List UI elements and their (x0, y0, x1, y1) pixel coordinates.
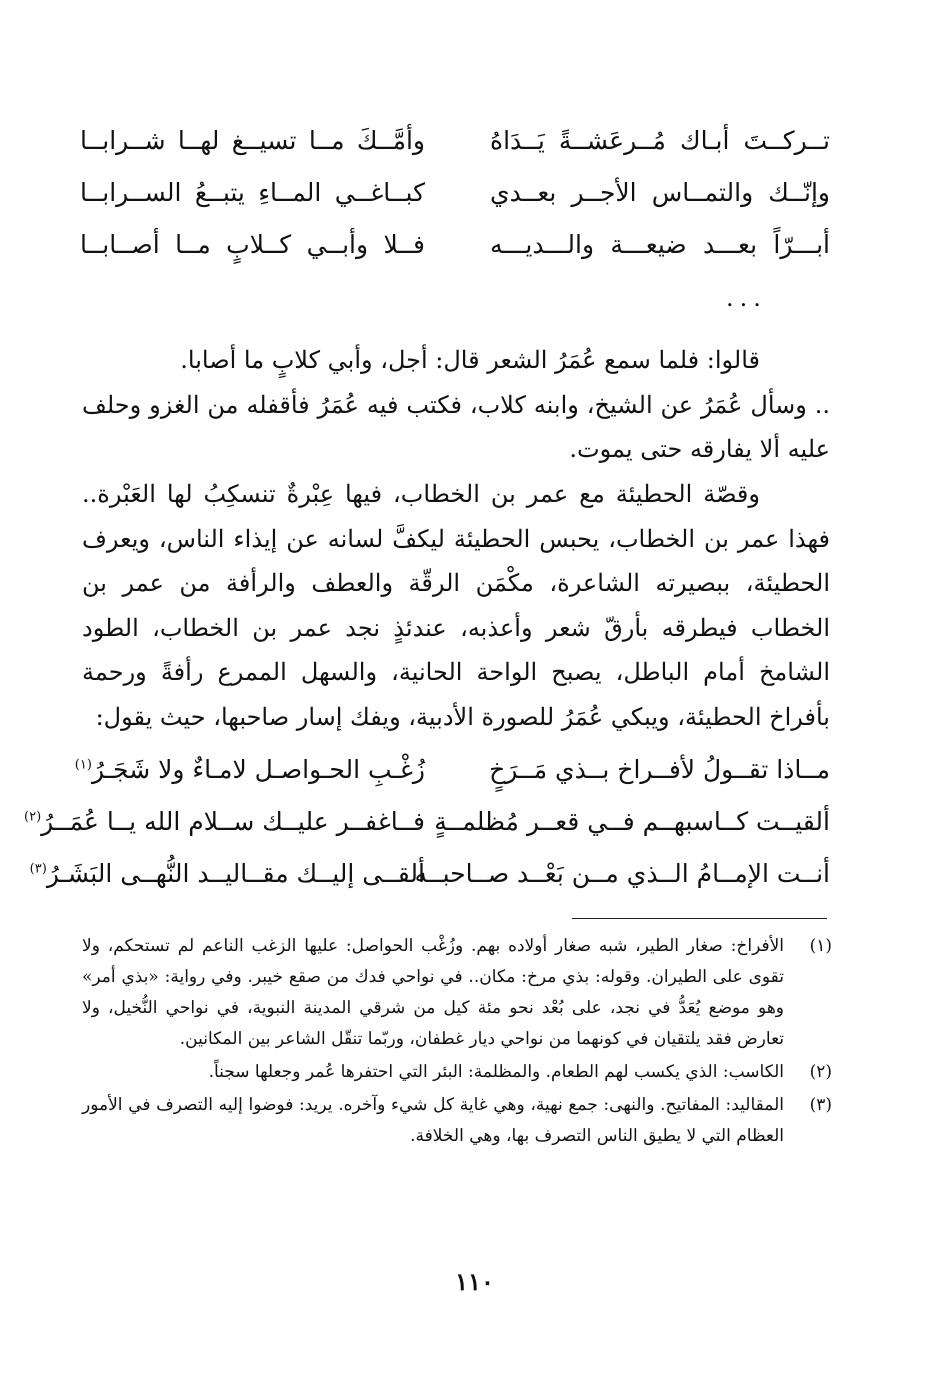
page-number: ١١٠ (455, 1267, 494, 1296)
footnote-text: الكاسب: الذي يكسب لهم الطعام. والمظلمة: البئر التي احتفرها عُمر وجعلها سجناً. (208, 1062, 784, 1082)
footnotes (82, 931, 832, 1154)
poem-verse (29, 854, 830, 906)
verse-second-half (29, 854, 425, 894)
verse-text: فــاغفــر عليــك ســلام الله يــا عُمَــرُ (41, 807, 425, 836)
verse-second-half: كبــاغــي المــاءِ يتبــعُ الســرابــا (80, 178, 425, 207)
verse-second-half (74, 750, 425, 790)
prose-block-1 (82, 338, 830, 472)
poem-verse (80, 121, 830, 173)
verse-first-half: تــركــتَ أبـاك مُــرعَشــةً يَــدَاهُ (490, 126, 830, 155)
verse-second-half: وأمَّــكَ مــا تسيــغ لهــا شــرابــا (80, 126, 425, 155)
verse-second-half: فــلا وأبــي كــلابٍ مــا أصــابــا (80, 230, 425, 259)
verse-first-half: أنــت الإمــامُ الــذي مــن بَعْــد صــاحبــه (414, 859, 830, 888)
footnote-number: (١) (809, 936, 832, 956)
verse-first-half: أبـــرّاً بعـــد ضيعـــة والـــديـــه (490, 230, 830, 259)
footnote (82, 1090, 832, 1152)
verse-text: ألقــى إليــك مقــاليــد النُّهــى البَشَـرُ (46, 859, 425, 888)
poem-block-2 (24, 750, 830, 906)
paragraph: وقصّة الحطيئة مع عمر بن الخطاب، فيها عِبْرةٌ تنسكِبُ لها العَبْرة.. فهذا عمر بن الخطاب، يحبس الحطيئة ليكفَّ لسانه عن إيذاء الناس، ويعرف الحطيئة، ببصيرته الشاعرة، مكْمَن الرقّة والعطف والرأفة من عمر بن الخطاب فيطرقه بأرقّ شعر وأعذبه، عندئذٍ نجد عمر بن الخطاب، الطود الشامخ أمام الباطل، يصبح الواحة الحانية، والسهل الممرع رأفةً ورحمة بأفراخ الحطيئة، ويبكي عُمَرُ للصورة الأدبية، ويفك إسار صاحبها، حيث يقول: (82, 480, 830, 731)
poem-verse (74, 750, 830, 802)
footnote-marker: (٣) (29, 861, 47, 877)
poem-verse (24, 802, 830, 854)
footnote-separator (572, 918, 827, 919)
footnote-marker: (٢) (24, 809, 42, 825)
ellipsis: ... (726, 284, 767, 312)
verse-first-half: ألقيــت كــاسبهــم فــي قعــر مُظلمــةٍ (434, 807, 830, 836)
footnote (82, 1057, 832, 1088)
footnote-number: (٣) (809, 1095, 832, 1115)
footnote-number: (٢) (809, 1062, 832, 1082)
verse-first-half: مــاذا تقــولُ لأفــراخ بــذي مَــرَخٍ (489, 755, 830, 784)
poem-verse (80, 173, 830, 225)
verse-first-half: وإنّــك والتمــاس الأجــر بعــدي (490, 178, 830, 207)
footnote (82, 931, 832, 1055)
prose-block-2 (82, 472, 830, 739)
paragraph: قالوا: فلما سمع عُمَرُ الشعر قال: أجل، وأبي كلابٍ ما أصابا. (180, 346, 760, 374)
footnote-marker: (١) (74, 757, 92, 773)
paragraph: .. وسأل عُمَرُ عن الشيخ، وابنه كلاب، فكتب فيه عُمَرُ فأقفله من الغزو وحلف عليه ألا يفارقه حتى يموت. (82, 390, 830, 463)
poem-block-1 (80, 121, 830, 277)
poem-verse (80, 225, 830, 277)
footnote-text: الأفراخ: صغار الطير، شبه صغار أولاده بهم. وزُغْب الحواصل: عليها الزغب الناعم لم تستحكم، ولا تقوى على الطيران. وقوله: بذي مرخ: مكان.. في نواحي فدك من صقع خيبر. وفي رواية: «بذي أمر» وهو موضع يُعَدُّ في نجد، على بُعْد نحو مئة كيل من شرقي المدينة النبوية، في نواحي النُّخيل، ولا تعارض فقد يلتقيان في كونهما من نواحي ديار غطفان، وربّما تنقّل الشاعر بين المكانين. (82, 936, 784, 1049)
footnote-text: المقاليد: المفاتيح. والنهى: جمع نهية، وهي غاية كل شيء وآخره. يريد: فوضوا إليه التصرف في الأمور العظام التي لا يطيق الناس التصرف بها، وهي الخلافة. (82, 1095, 784, 1146)
verse-second-half (24, 802, 425, 842)
verse-text: زُغْـبِ الحـواصـل لامـاءٌ ولا شَجَـرُ (91, 755, 425, 784)
